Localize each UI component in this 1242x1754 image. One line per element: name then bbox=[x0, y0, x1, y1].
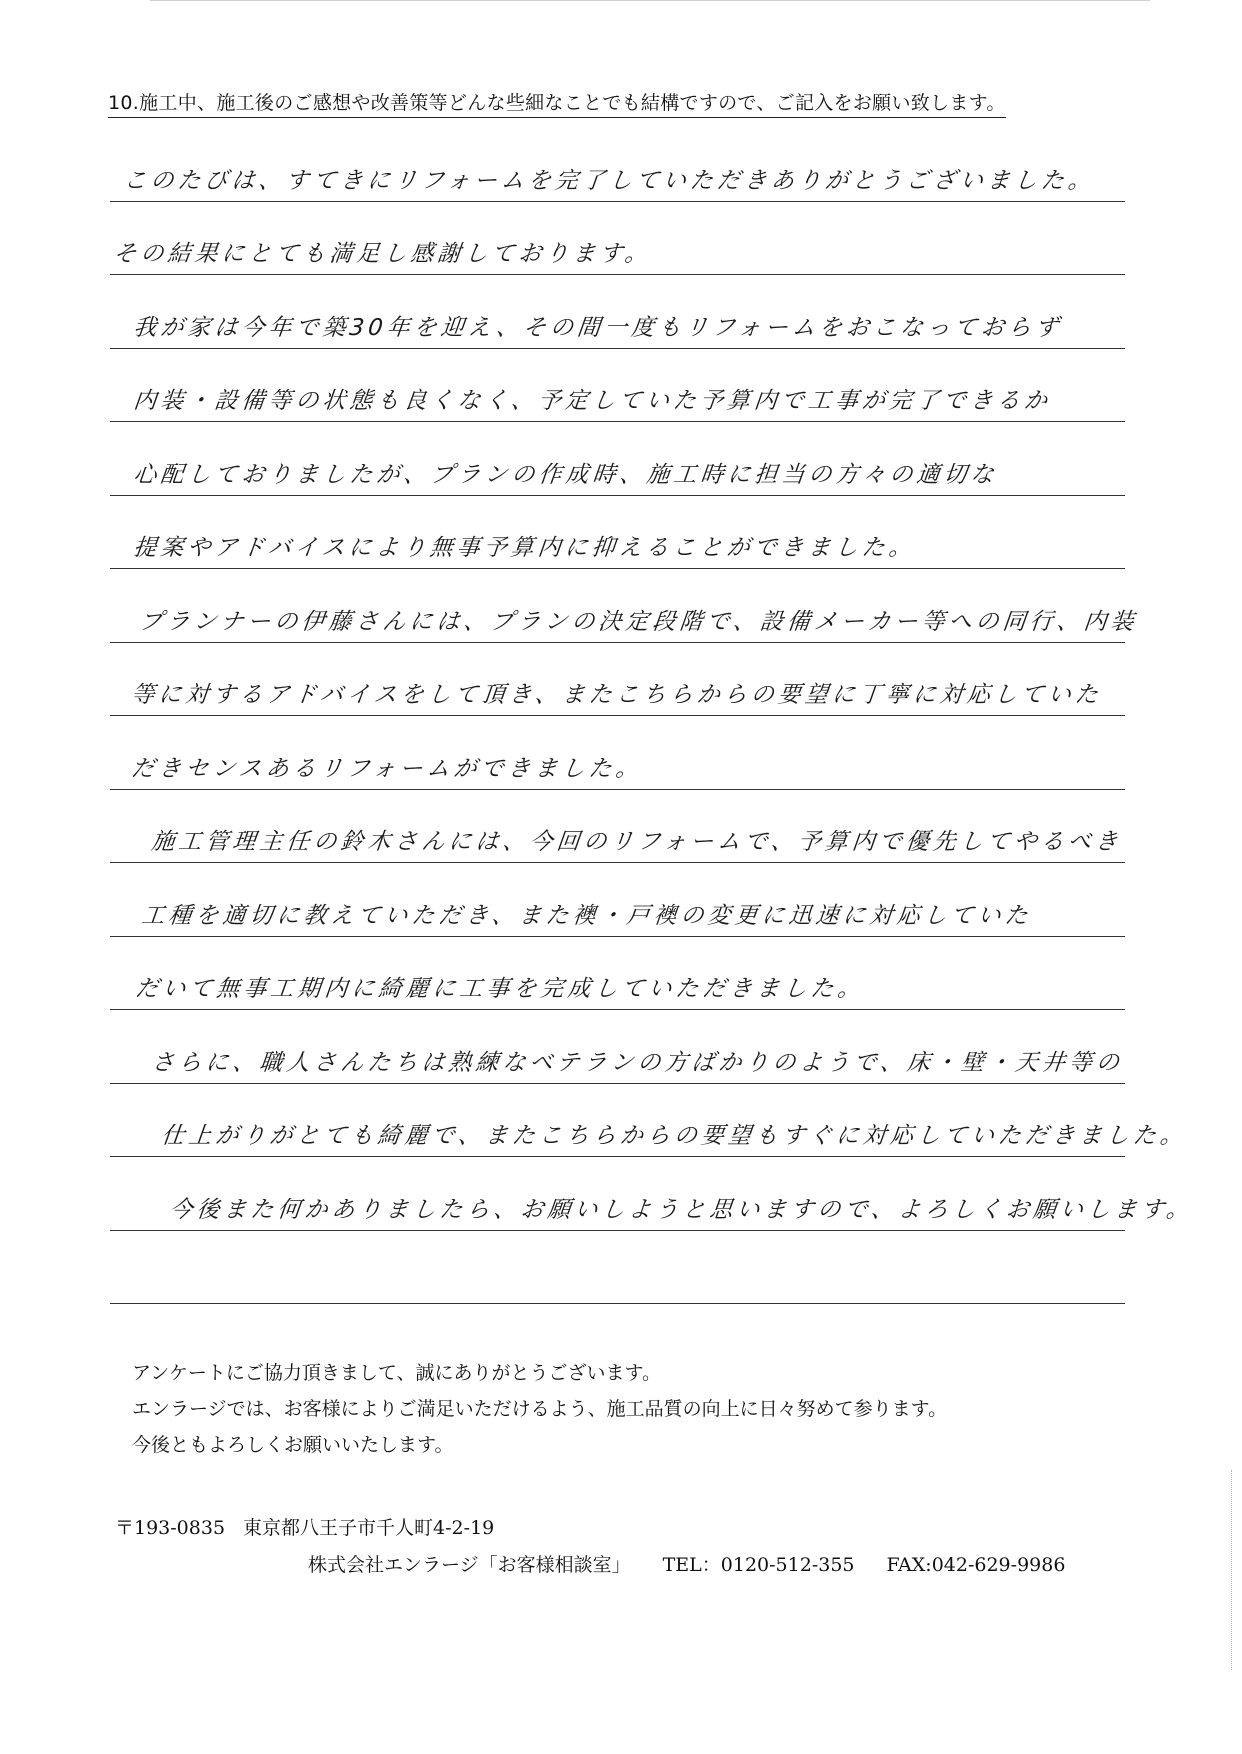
answer-line bbox=[110, 937, 1125, 1011]
phone-number: TEL：0120-512-355 bbox=[662, 1554, 855, 1576]
answer-line-text: 等に対するアドバイスをして頂き、またこちらからの要望に丁寧に対応していた bbox=[130, 682, 1104, 708]
company-contact bbox=[308, 1550, 1065, 1577]
answer-line bbox=[110, 422, 1125, 496]
scan-edge-mark bbox=[1230, 1470, 1232, 1670]
answer-line-text: 内装・設備等の状態も良くなく、予定していた予算内で工事が完了できるか bbox=[132, 388, 1053, 414]
answer-line bbox=[110, 569, 1139, 643]
answer-line-text: このたびは、すてきにリフォームを完了していただきありがとうございました。 bbox=[122, 167, 1097, 194]
answer-line bbox=[110, 275, 1125, 349]
answer-line-text: 施工管理主任の鈴木さんには、今回のリフォームで、予算内で優先してやるべき bbox=[150, 829, 1124, 855]
fax-number: FAX:042-629-9986 bbox=[886, 1554, 1066, 1576]
answer-line bbox=[110, 1010, 1125, 1084]
thanks-message bbox=[132, 1355, 947, 1463]
answer-line bbox=[110, 496, 1125, 570]
answer-line-text: その結果にとても満足し感謝しております。 bbox=[112, 241, 654, 267]
street-address: 東京都八王子市千人町4-2-19 bbox=[243, 1517, 495, 1539]
top-edge-rule bbox=[150, 0, 1150, 5]
answer-line-text: プランナーの伊藤さんには、プランの決定段階で、設備メーカー等への同行、内装 bbox=[138, 608, 1139, 635]
answer-line bbox=[110, 790, 1125, 864]
answer-line bbox=[110, 863, 1125, 937]
thanks-line: アンケートにご協力頂きまして、誠にありがとうございます。 bbox=[132, 1362, 661, 1384]
answer-line-text: 今後また何かありましたら、お願いしようと思いますので、よろしくお願いします。 bbox=[168, 1196, 1195, 1223]
company-name: 株式会社エンラージ「お客様相談室」 bbox=[308, 1554, 631, 1576]
postal-code: 〒193-0835 bbox=[115, 1517, 226, 1539]
answer-line bbox=[110, 643, 1125, 717]
thanks-line: エンラージでは、お客様によりご満足いただけるよう、施工品質の向上に日々努めて参ります。 bbox=[132, 1398, 948, 1420]
answer-line-text: さらに、職人さんたちは熟練なベテランの方ばかりのようで、床・壁・天井等の bbox=[150, 1049, 1125, 1076]
answer-line bbox=[110, 716, 1125, 790]
answer-line-text: 心配しておりましたが、プランの作成時、施工時に担当の方々の適切な bbox=[132, 461, 999, 488]
answer-line bbox=[110, 1157, 1195, 1231]
answer-line-text: 仕上がりがとても綺麗で、またこちらからの要望もすぐに対応していただきました。 bbox=[160, 1123, 1189, 1149]
answer-line-text: だいて無事工期内に綺麗に工事を完成していただきました。 bbox=[134, 976, 866, 1002]
answer-line bbox=[110, 1084, 1189, 1158]
answer-line-text: 提案やアドバイスにより無事予算内に抑えることができました。 bbox=[132, 535, 918, 561]
handwritten-answer-area bbox=[110, 128, 1195, 1304]
answer-line-text: だきセンスあるリフォームができました。 bbox=[130, 755, 645, 782]
answer-line bbox=[110, 128, 1125, 202]
answer-line-text: 我が家は今年で築30年を迎え、その間一度もリフォームをおこなっておらず bbox=[132, 314, 1064, 341]
answer-line-blank bbox=[110, 1231, 1125, 1305]
postal-address bbox=[115, 1513, 512, 1540]
question-heading: 10.施工中、施工後のご感想や改善策等どんな些細なことでも結構ですので、ご記入をお願い致します。 bbox=[108, 88, 1006, 118]
answer-line bbox=[110, 349, 1125, 423]
thanks-line: 今後ともよろしくお願いいたします。 bbox=[132, 1434, 454, 1456]
answer-line bbox=[110, 202, 1125, 276]
answer-line-text: 工種を適切に教えていただき、また襖・戸襖の変更に迅速に対応していた bbox=[140, 902, 1033, 929]
